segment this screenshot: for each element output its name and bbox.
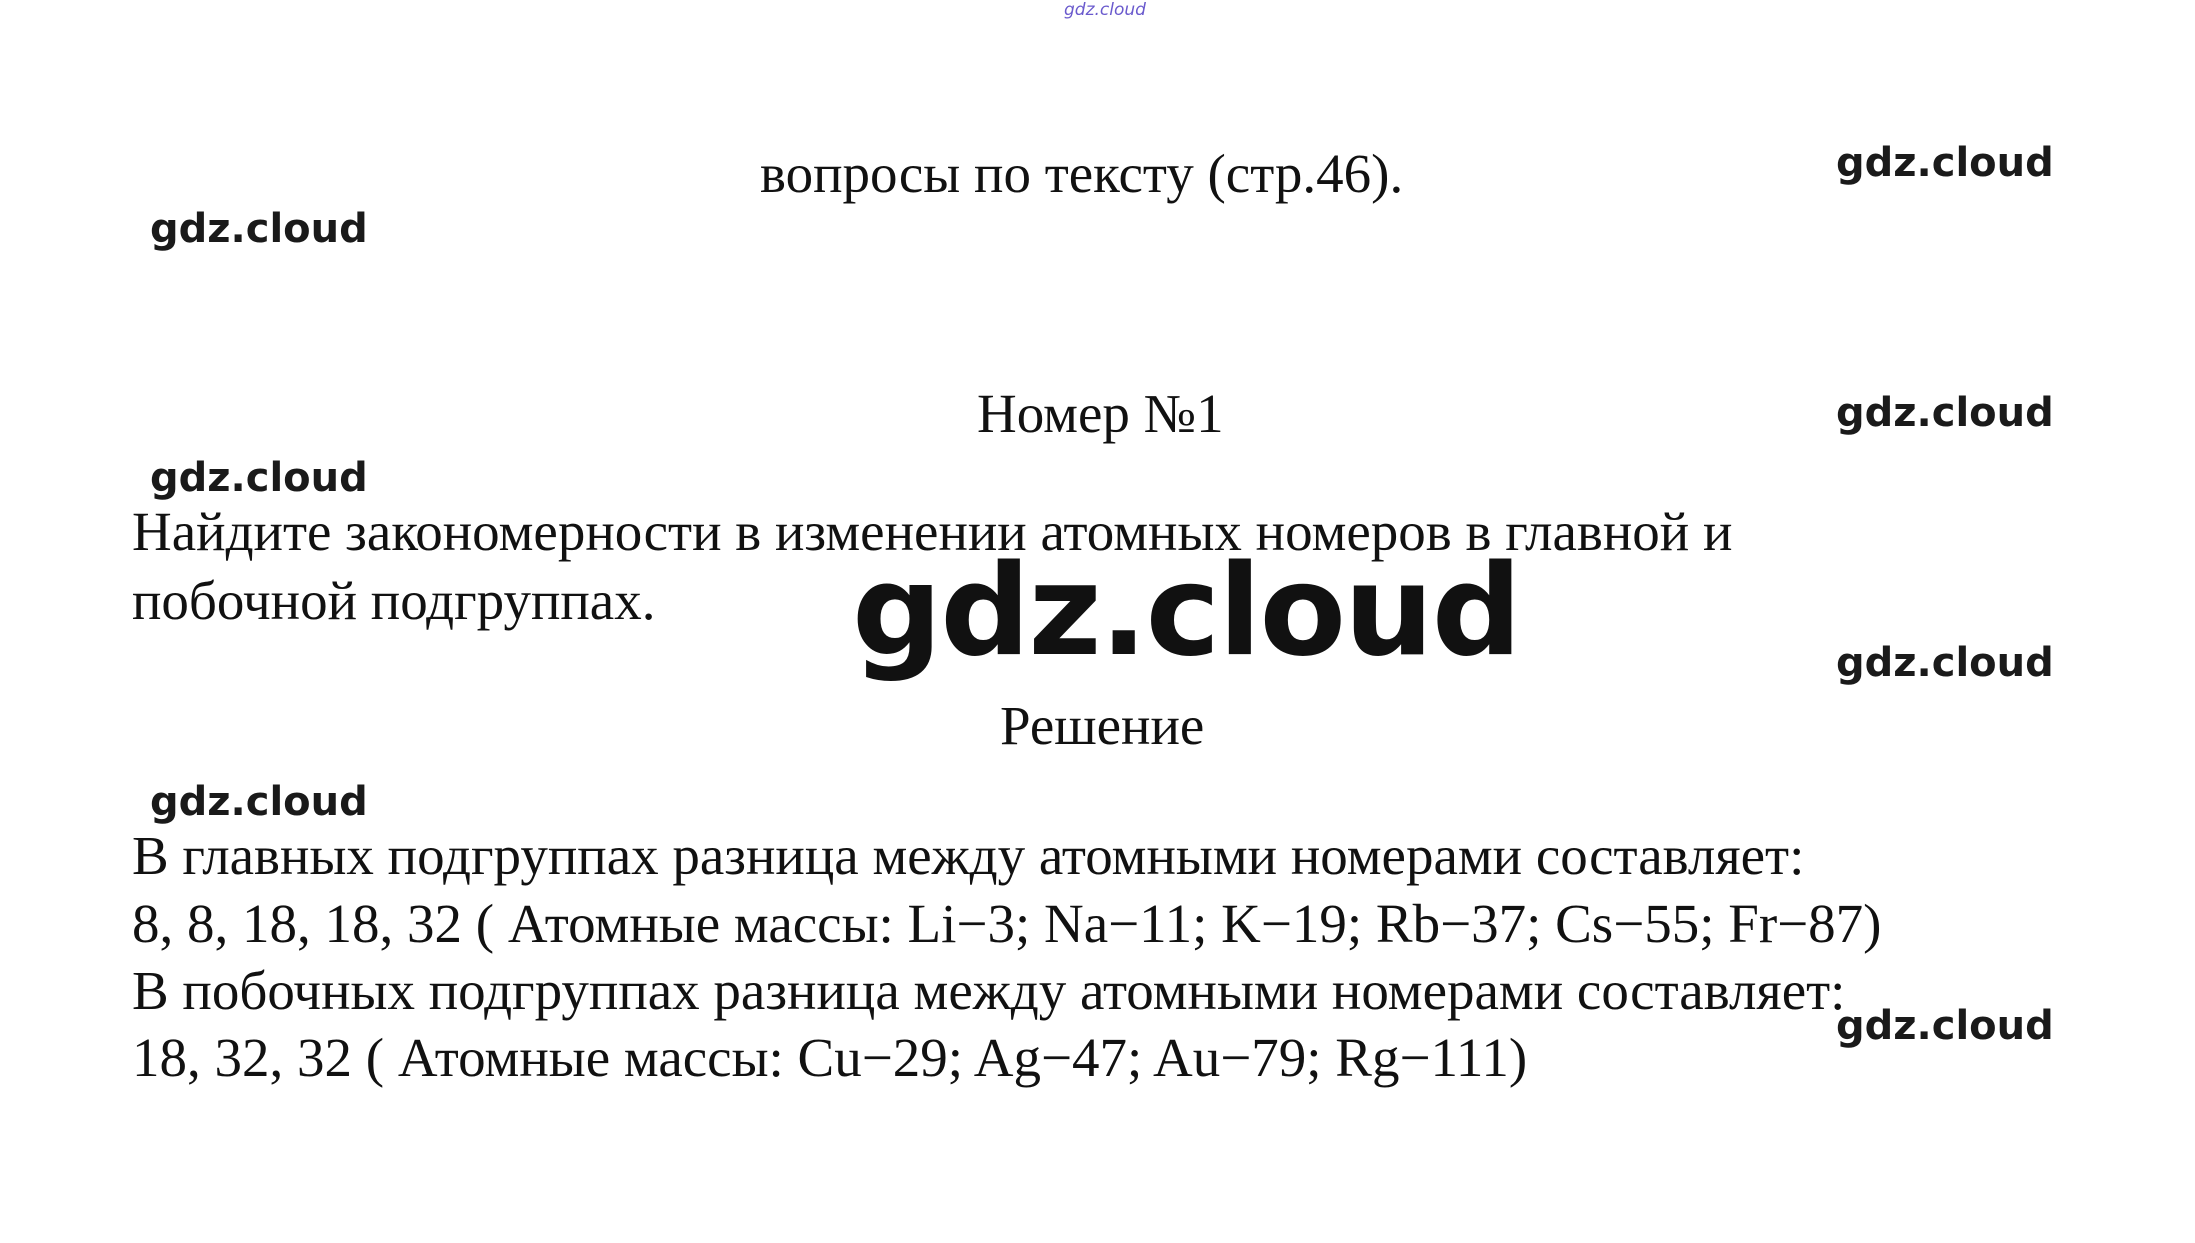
- watermark-right-2: gdz.cloud: [1836, 390, 2054, 436]
- watermark-right-3: gdz.cloud: [1836, 640, 2054, 686]
- questions-heading: вопросы по тексту (стр.46).: [760, 143, 1404, 204]
- watermark-left-3: gdz.cloud: [150, 779, 368, 825]
- task-text-line-1: Найдите закономерности в изменении атомных номеров в главной и: [132, 501, 1733, 562]
- watermark-top: gdz.cloud: [1064, 0, 1146, 20]
- watermark-right-1: gdz.cloud: [1836, 140, 2054, 186]
- task-number-title: Номер №1: [977, 383, 1224, 444]
- watermark-left-1: gdz.cloud: [150, 206, 368, 252]
- solution-side-line-1: В побочных подгруппах разница между атомными номерами составляет:: [132, 960, 1846, 1021]
- watermark-right-4: gdz.cloud: [1836, 1003, 2054, 1049]
- solution-main-line-2: 8, 8, 18, 18, 32 ( Атомные массы: Li−3; Na−11; K−19; Rb−37; Cs−55; Fr−87): [132, 893, 1882, 954]
- solution-title: Решение: [1000, 695, 1205, 756]
- watermark-left-2: gdz.cloud: [150, 455, 368, 501]
- solution-main-line-1: В главных подгруппах разница между атомными номерами составляет:: [132, 825, 1805, 886]
- watermark-center: gdz.cloud: [852, 537, 1520, 684]
- task-text-line-2: побочной подгруппах.: [132, 570, 656, 631]
- solution-side-line-2: 18, 32, 32 ( Атомные массы: Cu−29; Ag−47; Au−79; Rg−111): [132, 1027, 1528, 1088]
